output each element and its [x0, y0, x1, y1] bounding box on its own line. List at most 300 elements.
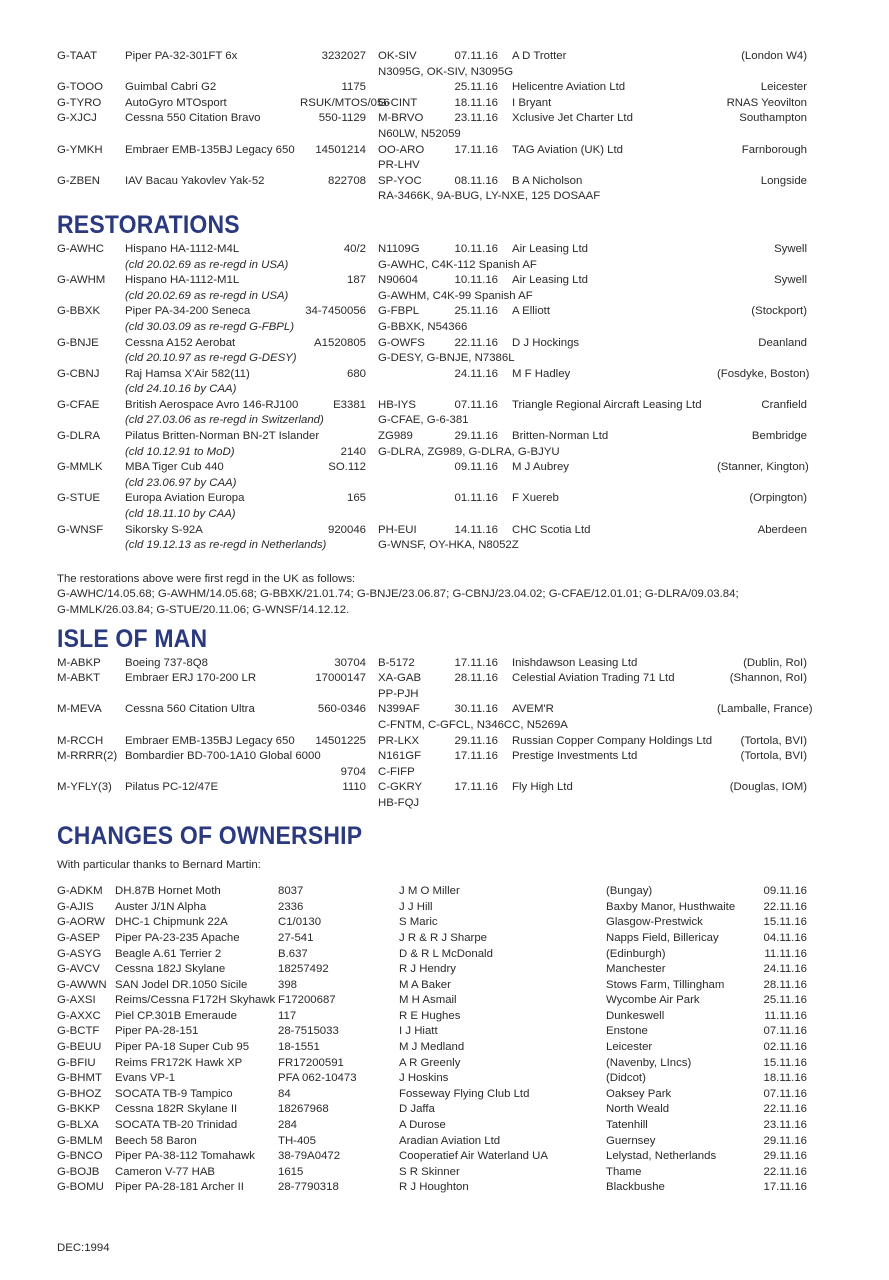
owner-cell: M A Baker: [399, 978, 451, 991]
page-content: [57, 49, 813, 1196]
registration-cell: M-ABKP: [57, 656, 101, 669]
registration-cell: G-ASYG: [57, 947, 102, 960]
registration-row: [57, 111, 807, 127]
date-cell: 09.11.16: [454, 461, 498, 474]
aircraft-type-cell: Beech 58 Baron: [115, 1134, 197, 1147]
registration-cell: M-RRRR(2): [57, 750, 118, 763]
construction-number-cell: 1175: [341, 81, 366, 94]
construction-number-cell: FR17200591: [278, 1056, 344, 1069]
previous-identities-history: C-FIFP: [378, 765, 415, 778]
spacer-cell: [57, 445, 125, 461]
registration-row: [57, 273, 807, 289]
registration-row: [57, 398, 807, 414]
aircraft-type-cell: SOCATA TB-9 Tampico: [115, 1087, 233, 1100]
aircraft-type-cell: Guimbal Cabri G2: [125, 81, 217, 94]
location-cell: Glasgow-Prestwick: [606, 916, 703, 929]
date-cell: 22.11.16: [763, 900, 807, 913]
registration-row: [57, 96, 807, 112]
owner-cell: A R Greenly: [399, 1056, 461, 1069]
construction-number-cell: [300, 158, 366, 174]
aircraft-type-cell: Embraer EMB-135BJ Legacy 650: [125, 143, 295, 156]
registration-subrow: [57, 687, 807, 703]
aircraft-type-cell: Sikorsky S-92A: [125, 523, 203, 536]
owner-cell: Aradian Aviation Ltd: [399, 1134, 501, 1147]
aircraft-type-cell: DHC-1 Chipmunk 22A: [115, 916, 228, 929]
spacer-cell: [57, 158, 125, 174]
date-cell: 24.11.16: [763, 963, 807, 976]
aircraft-type-cell: Piper PA-18 Super Cub 95: [115, 1041, 250, 1054]
construction-number-cell: 680: [346, 367, 366, 380]
aircraft-type-cell: Cessna A152 Aerobat: [125, 336, 236, 349]
owner-cell: Russian Copper Company Holdings Ltd: [512, 734, 713, 747]
previous-identities-history: G-AWHM, C4K-99 Spanish AF: [378, 289, 533, 302]
restorations-footnote: [57, 572, 807, 619]
date-cell: 15.11.16: [763, 916, 807, 929]
construction-number-cell: 822708: [327, 174, 366, 187]
cancellation-note: (cld 24.10.16 by CAA): [125, 383, 237, 396]
registration-cell: M-ABKT: [57, 672, 101, 685]
registration-cell: G-AXXC: [57, 1009, 101, 1022]
date-cell: 17.11.16: [763, 1181, 807, 1194]
isle-of-man-heading: ISLE OF MAN: [57, 624, 208, 653]
construction-number-cell: 2336: [278, 900, 304, 913]
cancellation-note: (cld 18.11.10 by CAA): [125, 508, 236, 521]
registration-cell: G-BOJB: [57, 1165, 100, 1178]
location-cell: (Dublin, RoI): [743, 656, 807, 669]
registration-subrow: [57, 127, 807, 143]
owner-cell: B A Nicholson: [512, 174, 583, 187]
spacer-cell: [57, 382, 125, 398]
spacer-cell: [125, 765, 300, 781]
aircraft-type-cell: Piper PA-28-181 Archer II: [115, 1181, 244, 1194]
date-cell: 17.11.16: [454, 781, 498, 794]
ownership-row: [57, 900, 807, 916]
registration-row: [57, 242, 807, 258]
registration-cell: G-AVCV: [57, 963, 100, 976]
registration-cell: G-BKKP: [57, 1103, 101, 1116]
date-cell: 22.11.16: [763, 1165, 807, 1178]
construction-number-cell: 38-79A0472: [278, 1150, 341, 1163]
construction-number-cell: 14501225: [315, 734, 366, 747]
registration-cell: G-BLXA: [57, 1119, 99, 1132]
date-cell: 29.11.16: [454, 430, 498, 443]
changes-of-ownership-table: [57, 884, 807, 1196]
owner-cell: D & R L McDonald: [399, 947, 493, 960]
registration-cell: G-AWWN: [57, 978, 107, 991]
registration-subrow: [57, 351, 807, 367]
registration-cell: G-XJCJ: [57, 112, 97, 125]
construction-number-cell: 18257492: [278, 963, 329, 976]
location-cell: (Orpington): [749, 492, 807, 505]
owner-cell: Celestial Aviation Trading 71 Ltd: [512, 672, 675, 685]
location-cell: (Edinburgh): [606, 947, 666, 960]
previous-identities-history: G-DLRA, ZG989, G-DLRA, G-BJYU: [378, 445, 560, 458]
previous-identity-cell: [366, 491, 450, 507]
registration-subrow: [57, 476, 807, 492]
registration-cell: G-DLRA: [57, 430, 101, 443]
construction-number-cell: 40/2: [343, 242, 366, 255]
date-cell: 07.11.16: [763, 1087, 807, 1100]
registration-cell: G-BOMU: [57, 1181, 104, 1194]
date-cell: 23.11.16: [454, 112, 498, 125]
construction-number-cell: 1110: [342, 781, 366, 794]
registration-cell: G-YMKH: [57, 143, 103, 156]
cancellation-note: (cld 20.02.69 as re-regd in USA): [125, 289, 289, 302]
owner-cell: I J Hiatt: [399, 1025, 438, 1038]
spacer-cell: [125, 127, 300, 143]
registration-cell: G-TAAT: [57, 50, 98, 62]
construction-number-cell: 30704: [334, 656, 366, 669]
aircraft-type-cell: Cessna 182J Skylane: [115, 963, 226, 976]
spacer-cell: [57, 351, 125, 367]
owner-cell: A Durose: [399, 1119, 446, 1132]
spacer-cell: [57, 320, 125, 336]
location-cell: Cranfield: [761, 398, 807, 411]
location-cell: (London W4): [741, 50, 807, 62]
ownership-row: [57, 1102, 807, 1118]
date-cell: 02.11.16: [763, 1041, 807, 1054]
previous-identity-cell: SP-YOC: [378, 174, 422, 187]
ownership-row: [57, 1071, 807, 1087]
location-cell: RNAS Yeovilton: [726, 96, 807, 109]
ownership-row: [57, 931, 807, 947]
location-cell: (Lamballe, France): [717, 703, 813, 716]
cancellation-note: (cld 27.03.06 as re-regd in Switzerland): [125, 414, 324, 427]
construction-number-cell: F17200687: [278, 994, 336, 1007]
aircraft-type-cell: DH.87B Hornet Moth: [115, 885, 221, 898]
aircraft-type-cell: Reims/Cessna F172H Skyhawk: [115, 994, 276, 1007]
date-cell: 04.11.16: [763, 931, 807, 944]
date-cell: 17.11.16: [454, 143, 498, 156]
registration-cell: G-CFAE: [57, 398, 100, 411]
registration-subrow: [57, 189, 807, 205]
construction-number-cell: A1520805: [314, 336, 366, 349]
owner-cell: Helicentre Aviation Ltd: [512, 81, 626, 94]
location-cell: Leicester: [760, 81, 807, 94]
registration-subrow: [57, 320, 807, 336]
registration-row: [57, 336, 807, 352]
owner-cell: A D Trotter: [512, 50, 567, 62]
location-cell: Manchester: [606, 963, 666, 976]
ownership-row: [57, 1024, 807, 1040]
spacer-cell: [57, 189, 125, 205]
construction-number-cell: [300, 476, 366, 492]
previous-identity-cell: G-OWFS: [378, 336, 425, 349]
owner-cell: Prestige Investments Ltd: [512, 750, 638, 763]
construction-number-cell: 560-0346: [317, 703, 366, 716]
aircraft-type-cell: Piper PA-38-112 Tomahawk: [115, 1150, 255, 1163]
date-cell: 24.11.16: [454, 367, 498, 380]
previous-identity-cell: G-FBPL: [378, 305, 420, 318]
cancellation-note: (cld 20.10.97 as re-regd G-DESY): [125, 352, 297, 365]
aircraft-type-cell: Hispano HA-1112-M1L: [125, 274, 240, 287]
owner-cell: M J Aubrey: [512, 461, 569, 474]
date-cell: 29.11.16: [763, 1150, 807, 1163]
date-cell: 25.11.16: [454, 81, 498, 94]
location-cell: Stows Farm, Tillingham: [606, 978, 725, 991]
registration-cell: G-BHOZ: [57, 1087, 102, 1100]
aircraft-type-cell: Piel CP.301B Emeraude: [115, 1009, 237, 1022]
construction-number-cell: [300, 718, 366, 734]
date-cell: 17.11.16: [454, 750, 498, 763]
construction-number-cell: 18-1551: [278, 1041, 320, 1054]
previous-identity-cell: B-5172: [378, 656, 415, 669]
construction-number-cell: [300, 351, 366, 367]
construction-number-cell: SO.112: [328, 461, 366, 474]
location-cell: (Tortola, BVI): [740, 750, 807, 763]
construction-number-cell: B.637: [278, 947, 308, 960]
construction-number-cell: 284: [278, 1119, 298, 1132]
registration-subrow: [57, 507, 807, 523]
owner-cell: D Jaffa: [399, 1103, 435, 1116]
date-cell: 01.11.16: [454, 492, 498, 505]
location-cell: Deanland: [758, 336, 807, 349]
location-cell: Bembridge: [751, 430, 807, 443]
aircraft-type-cell: Cameron V-77 HAB: [115, 1165, 216, 1178]
cancellation-note: (cld 19.12.13 as re-regd in Netherlands): [125, 539, 327, 552]
location-cell: Enstone: [606, 1025, 648, 1038]
previous-identity-cell: [366, 80, 450, 96]
aircraft-type-cell: Pilatus PC-12/47E: [125, 781, 219, 794]
registration-row: [57, 734, 807, 750]
previous-identities-history: [366, 507, 807, 523]
location-cell: Thame: [606, 1165, 642, 1178]
owner-cell: Air Leasing Ltd: [512, 274, 588, 287]
aircraft-type-cell: SOCATA TB-20 Trinidad: [115, 1119, 238, 1132]
owner-cell: Air Leasing Ltd: [512, 242, 588, 255]
isle-of-man-table: [57, 656, 813, 812]
previous-identities-history: HB-FQJ: [378, 796, 420, 809]
registration-subrow: [57, 413, 807, 429]
date-cell: 11.11.16: [764, 947, 807, 960]
construction-number-cell: 550-1129: [318, 112, 366, 125]
owner-cell: M H Asmail: [399, 994, 457, 1007]
ownership-row: [57, 978, 807, 994]
spacer-cell: [57, 538, 125, 554]
construction-number-cell: 398: [278, 978, 298, 991]
previous-identity-cell: ZG989: [378, 430, 413, 443]
location-cell: North Weald: [606, 1103, 670, 1116]
registration-cell: G-MMLK: [57, 461, 103, 474]
registration-cell: G-AJIS: [57, 900, 94, 913]
location-cell: Aberdeen: [757, 523, 807, 536]
owner-cell: Triangle Regional Aircraft Leasing Ltd: [512, 398, 702, 411]
construction-number-cell: 84: [278, 1087, 291, 1100]
changes-of-ownership-heading: CHANGES OF OWNERSHIP: [57, 821, 363, 850]
construction-number-cell: RSUK/MTOS/056: [300, 96, 390, 109]
ownership-row: [57, 993, 807, 1009]
construction-number-cell: [300, 127, 366, 143]
construction-number-cell: [300, 382, 366, 398]
aircraft-type-cell: Embraer EMB-135BJ Legacy 650: [125, 734, 295, 747]
spacer-cell: [57, 413, 125, 429]
previous-identity-cell: PR-LKX: [378, 734, 420, 747]
owner-cell: TAG Aviation (UK) Ltd: [512, 143, 623, 156]
construction-number-cell: 9704: [340, 765, 366, 778]
location-cell: Dunkeswell: [606, 1009, 665, 1022]
previous-identity-cell: N399AF: [378, 703, 420, 716]
owner-cell: M F Hadley: [512, 367, 571, 380]
spacer-cell: [125, 718, 300, 734]
owner-cell: J M O Miller: [399, 885, 460, 898]
registration-subrow: [57, 765, 807, 781]
registration-subrow: [57, 382, 807, 398]
owner-cell: A Elliott: [512, 305, 550, 318]
registration-subrow: [57, 796, 807, 812]
registration-cell: G-ZBEN: [57, 174, 101, 187]
construction-number-cell: 3232027: [321, 50, 366, 62]
date-cell: 15.11.16: [763, 1056, 807, 1069]
registration-row: [57, 523, 807, 539]
location-cell: Farnborough: [741, 143, 807, 156]
owner-cell: Fly High Ltd: [512, 781, 573, 794]
cancellation-note: (cld 20.02.69 as re-regd in USA): [125, 258, 289, 271]
location-cell: Leicester: [606, 1041, 653, 1054]
location-cell: Blackbushe: [606, 1181, 665, 1194]
ownership-row: [57, 947, 807, 963]
previous-identities-history: G-AWHC, C4K-112 Spanish AF: [378, 258, 537, 271]
construction-number-cell: 28-7790318: [278, 1181, 339, 1194]
spacer-cell: [57, 507, 125, 523]
registration-row: [57, 656, 807, 672]
registration-subrow: [57, 538, 807, 554]
registration-row: [57, 491, 807, 507]
location-cell: (Bungay): [606, 885, 653, 898]
previous-identity-cell: [366, 460, 450, 476]
previous-identities-history: PR-LHV: [378, 159, 420, 172]
registration-cell: G-BNCO: [57, 1150, 103, 1163]
date-cell: 22.11.16: [454, 336, 498, 349]
registration-cell: G-BMLM: [57, 1134, 103, 1147]
aircraft-type-cell: IAV Bacau Yakovlev Yak-52: [125, 174, 265, 187]
ownership-row: [57, 1118, 807, 1134]
previous-identity-cell: N1109G: [378, 242, 420, 255]
registration-cell: G-BBXK: [57, 305, 101, 318]
location-cell: Guernsey: [606, 1134, 656, 1147]
construction-number-cell: 8037: [278, 885, 304, 898]
aircraft-type-cell: Evans VP-1: [115, 1072, 176, 1085]
aircraft-type-cell: Cessna 550 Citation Bravo: [125, 112, 261, 125]
previous-identity-cell: XA-GAB: [378, 672, 422, 685]
registration-subrow: [57, 158, 807, 174]
registration-cell: G-AWHC: [57, 242, 105, 255]
owner-cell: I Bryant: [512, 96, 552, 109]
date-cell: 28.11.16: [454, 672, 498, 685]
date-cell: 23.11.16: [763, 1119, 807, 1132]
construction-number-cell: 27-541: [278, 931, 314, 944]
previous-identity-cell: PH-EUI: [378, 523, 417, 536]
construction-number-cell: [300, 65, 366, 81]
registration-cell: G-BNJE: [57, 336, 99, 349]
owner-cell: AVEM'R: [512, 703, 554, 716]
construction-number-cell: E3381: [333, 398, 366, 411]
restorations-heading: RESTORATIONS: [57, 210, 240, 239]
date-cell: 17.11.16: [454, 656, 498, 669]
spacer-cell: [57, 796, 125, 812]
spacer-cell: [57, 687, 125, 703]
location-cell: Southampton: [739, 112, 807, 125]
previous-identities-history: PP-PJH: [378, 687, 419, 700]
spacer-cell: [57, 127, 125, 143]
construction-number-cell: [300, 258, 366, 274]
location-cell: Baxby Manor, Husthwaite: [606, 900, 736, 913]
registration-row: [57, 780, 807, 796]
registration-cell: G-TOOO: [57, 81, 103, 94]
location-cell: (Stanner, Kington): [717, 461, 809, 474]
construction-number-cell: 17000147: [315, 672, 366, 685]
date-cell: 25.11.16: [454, 305, 498, 318]
construction-number-cell: 1615: [278, 1165, 304, 1178]
owner-cell: R J Hendry: [399, 963, 456, 976]
aircraft-type-cell: Cessna 560 Citation Ultra: [125, 703, 255, 716]
construction-number-cell: [300, 687, 366, 703]
owner-cell: Xclusive Jet Charter Ltd: [512, 112, 633, 125]
owner-cell: F Xuereb: [512, 492, 559, 505]
registration-row: [57, 460, 807, 476]
construction-number-cell: 14501214: [315, 143, 366, 156]
spacer-cell: [125, 158, 300, 174]
ownership-row: [57, 1180, 807, 1196]
owner-cell: M J Medland: [399, 1041, 465, 1054]
registration-cell: G-BCTF: [57, 1025, 100, 1038]
registration-cell: G-ADKM: [57, 885, 103, 898]
date-cell: 18.11.16: [763, 1072, 807, 1085]
date-cell: 10.11.16: [454, 242, 498, 255]
footnote-line-1: The restorations above were first regd in the UK as follows:: [57, 572, 356, 585]
aircraft-type-cell: Auster J/1N Alpha: [115, 900, 207, 913]
owner-cell: J Hoskins: [399, 1072, 449, 1085]
owner-cell: S Maric: [399, 916, 438, 929]
construction-number-cell: [300, 507, 366, 523]
construction-number-cell: TH-405: [278, 1134, 316, 1147]
registration-row: [57, 749, 807, 765]
owner-cell: Inishdawson Leasing Ltd: [512, 656, 638, 669]
construction-number-cell: 187: [346, 274, 366, 287]
owner-cell: S R Skinner: [399, 1165, 460, 1178]
registration-cell: M-YFLY(3): [57, 781, 112, 794]
aircraft-type-cell: Piper PA-32-301FT 6x: [125, 50, 238, 62]
construction-number-cell: [300, 189, 366, 205]
registration-subrow: [57, 289, 807, 305]
previous-identities-history: C-FNTM, C-GFCL, N346CC, N5269A: [378, 718, 568, 731]
registration-row: [57, 80, 807, 96]
registration-cell: G-CBNJ: [57, 367, 100, 380]
thanks-note: With particular thanks to Bernard Martin:: [57, 858, 261, 871]
owner-cell: Britten-Norman Ltd: [512, 430, 609, 443]
location-cell: Sywell: [774, 274, 807, 287]
ownership-row: [57, 962, 807, 978]
construction-number-cell: C1/0130: [278, 916, 322, 929]
previous-identity-cell: N90604: [378, 274, 418, 287]
ownership-row: [57, 1040, 807, 1056]
construction-number-cell: 165: [346, 492, 366, 505]
page-footer: DEC:1994: [57, 1242, 110, 1254]
spacer-cell: [57, 765, 125, 781]
date-cell: 29.11.16: [454, 734, 498, 747]
spacer-cell: [125, 65, 300, 81]
location-cell: (Douglas, IOM): [729, 781, 807, 794]
ownership-row: [57, 915, 807, 931]
location-cell: Tatenhill: [606, 1119, 648, 1132]
registration-cell: M-MEVA: [57, 703, 102, 716]
cancellation-note: (cld 23.06.97 by CAA): [125, 476, 237, 489]
date-cell: 29.11.16: [763, 1134, 807, 1147]
date-cell: 14.11.16: [454, 523, 498, 536]
previous-identities-history: G-WNSF, OY-HKA, N8052Z: [378, 539, 519, 552]
construction-number-cell: 117: [278, 1009, 297, 1022]
aircraft-type-cell: SAN Jodel DR.1050 Sicile: [115, 978, 248, 991]
registration-row: [57, 429, 807, 445]
